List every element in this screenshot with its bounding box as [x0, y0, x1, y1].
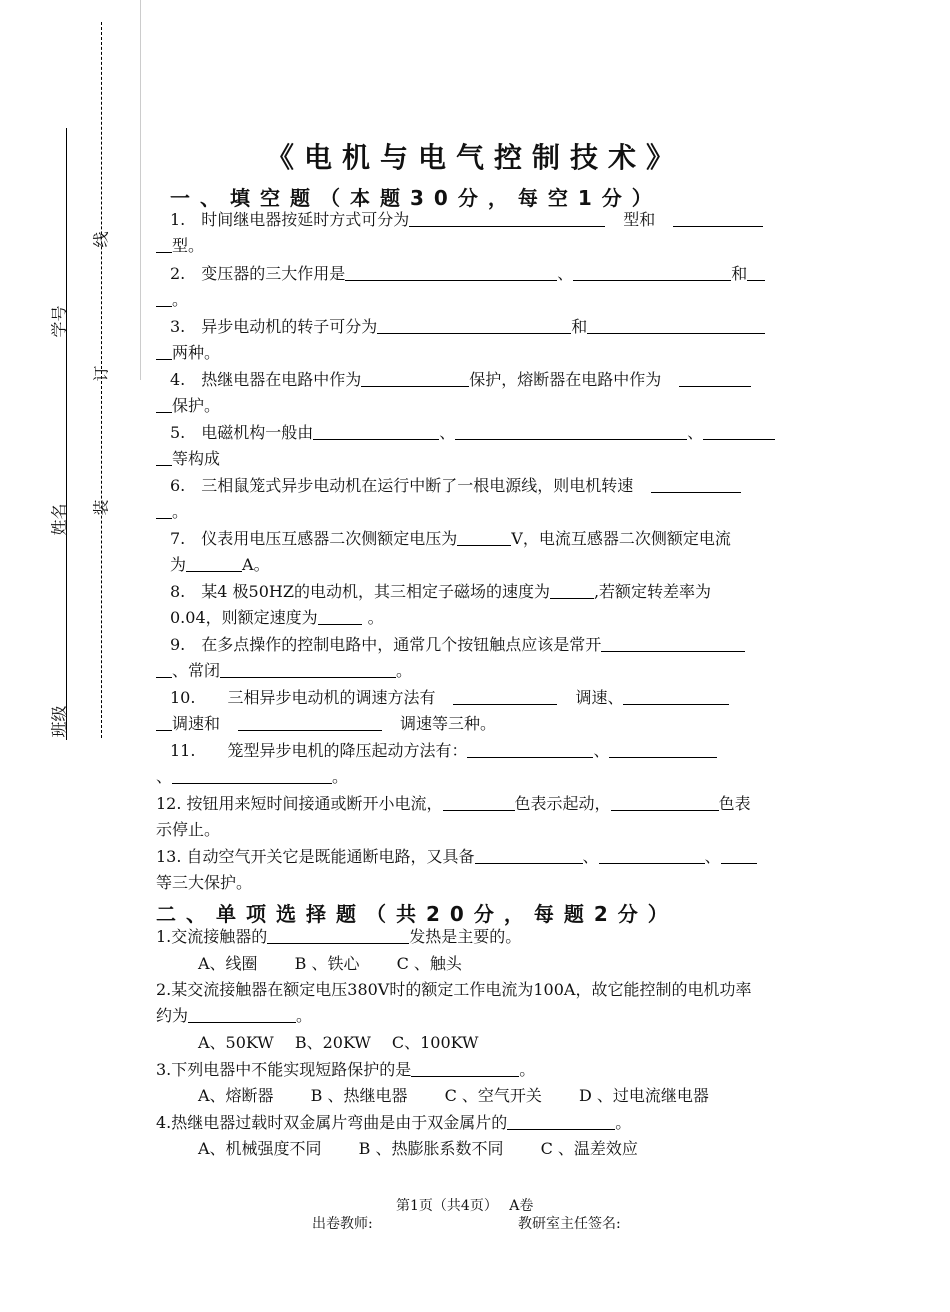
- page-title: 《电机与电气控制技术》: [265, 141, 684, 174]
- q12-blank1[interactable]: [443, 792, 515, 811]
- q7-line1: 7. 仪表用电压互感器二次侧额定电压为 V，电流互感器二次侧额定电流: [170, 529, 731, 548]
- c2-question-cont: 约为 。: [156, 1006, 313, 1025]
- q10-blank3[interactable]: [238, 712, 382, 731]
- q4-blank2[interactable]: [679, 368, 751, 387]
- q8-line1: 8. 某4 极50HZ的电动机，其三相定子磁场的速度为 ,若额定转差率为: [170, 582, 712, 601]
- q13-line1: 13. 自动空气开关它是既能通断电路，又具备 、 、: [156, 845, 801, 869]
- q5-line2: 等构成: [156, 447, 801, 471]
- c2-question: 2.某交流接触器在额定电压380V时的额定工作电流为100A，故它能控制的电机功率: [156, 980, 752, 999]
- c4-blank[interactable]: [507, 1111, 615, 1130]
- c2-blank[interactable]: [188, 1004, 296, 1023]
- margin-class-label: 班级: [49, 705, 69, 738]
- q7-blank2[interactable]: [186, 553, 242, 572]
- q10-line2: 调速和 调速等三种。: [156, 712, 801, 736]
- q3-line2: 两种。: [156, 341, 801, 365]
- q13-blank3[interactable]: [721, 845, 757, 864]
- q8-blank1[interactable]: [550, 580, 594, 599]
- q9-blank2[interactable]: [220, 659, 396, 678]
- q5-blank3-cont[interactable]: [156, 447, 172, 466]
- q3-blank2[interactable]: [587, 315, 765, 334]
- c2-options: A、50KW B、20KW C、100KW: [198, 1033, 479, 1052]
- q7-line2: 为 A。: [170, 555, 270, 574]
- q5-blank1[interactable]: [313, 421, 439, 440]
- q1-line1: 1. 时间继电器按延时方式可分为 型和: [170, 208, 800, 232]
- c3-blank[interactable]: [411, 1058, 519, 1077]
- footer-page-info: 第1页（共4页） A卷: [396, 1198, 534, 1214]
- q3-blank1[interactable]: [377, 315, 571, 334]
- q10-blank2[interactable]: [623, 686, 729, 705]
- c3-options: A、熔断器 B 、热继电器 C 、空气开关 D 、过电流继电器: [198, 1086, 709, 1105]
- q1-blank2[interactable]: [673, 208, 763, 227]
- q8-blank2[interactable]: [318, 606, 362, 625]
- c4-options: A、机械强度不同 B 、热膨胀系数不同 C 、温差效应: [198, 1139, 638, 1158]
- q11-blank2[interactable]: [609, 739, 717, 758]
- q12-line2: 示停止。: [156, 820, 221, 839]
- q11-blank1[interactable]: [467, 739, 593, 758]
- q5-blank2[interactable]: [455, 421, 687, 440]
- q9-line1: 9. 在多点操作的控制电路中，通常几个按钮触点应该是常开: [170, 633, 800, 657]
- margin-bind-xian: 线: [91, 231, 111, 248]
- q11-line1: 11. 笼型异步电机的降压起动方法有： 、: [170, 739, 800, 763]
- margin-bind-zhuang: 装: [91, 499, 111, 516]
- q2-blank3-cont[interactable]: [156, 288, 172, 307]
- q2-blank2[interactable]: [573, 262, 731, 281]
- q6-blank1[interactable]: [651, 474, 741, 493]
- margin-border: [140, 0, 141, 380]
- q4-blank1[interactable]: [361, 368, 469, 387]
- q2-blank1[interactable]: [345, 262, 557, 281]
- q13-blank2[interactable]: [599, 845, 705, 864]
- c3-question: 3.下列电器中不能实现短路保护的是 。: [156, 1060, 536, 1079]
- q4-line2: 保护。: [156, 394, 801, 418]
- c1-blank[interactable]: [267, 925, 409, 944]
- q9-line2: 、常闭 。: [156, 659, 801, 683]
- q10-line1: 10. 三相异步电动机的调速方法有 调速、: [170, 686, 800, 710]
- c1-question: 1.交流接触器的 发热是主要的。: [156, 927, 522, 946]
- c4-question: 4.热继电器过载时双金属片弯曲是由于双金属片的 。: [156, 1113, 632, 1132]
- q12-line1: 12. 按钮用来短时间接通或断开小电流， 色表示起动， 色表: [156, 794, 751, 813]
- q5-blank3[interactable]: [703, 421, 775, 440]
- q13-line2: 等三大保护。: [156, 873, 253, 892]
- q3-line1: 3. 异步电动机的转子可分为 和: [170, 315, 800, 339]
- section1-heading: 一、填空题（本题30分，每空1分）: [170, 186, 662, 210]
- q10-blank2-cont[interactable]: [156, 712, 172, 731]
- q3-blank2-cont[interactable]: [156, 341, 172, 360]
- q11-line2: 、 。: [156, 767, 349, 786]
- q6-blank1-cont[interactable]: [156, 500, 172, 519]
- q8-line2: 0.04，则额定速度为 。: [170, 608, 384, 627]
- q5-line1: 5. 电磁机构一般由 、 、: [170, 421, 800, 445]
- q6-line1: 6. 三相鼠笼式异步电动机在运行中断了一根电源线，则电机转速: [170, 474, 800, 498]
- q1-blank2-cont[interactable]: [156, 234, 172, 253]
- q12-blank2[interactable]: [611, 792, 719, 811]
- footer-director: 教研室主任签名:: [518, 1216, 621, 1232]
- margin-bind-ding: 订: [91, 365, 111, 382]
- q9-blank1[interactable]: [601, 633, 745, 652]
- q11-blank3[interactable]: [172, 765, 332, 784]
- q6-line2: 。: [156, 500, 801, 524]
- q2-line1: 2. 变压器的三大作用是 、 和: [170, 262, 800, 286]
- q2-line2: 。: [156, 288, 801, 312]
- q7-blank1[interactable]: [457, 527, 511, 546]
- q1-line2: 型。: [156, 234, 801, 258]
- class-name-id-rule: [66, 128, 67, 740]
- q1-blank1[interactable]: [409, 208, 605, 227]
- q4-line1: 4. 热继电器在电路中作为 保护，熔断器在电路中作为: [170, 368, 800, 392]
- q13-blank1[interactable]: [475, 845, 583, 864]
- q9-blank1-cont[interactable]: [156, 659, 172, 678]
- margin-id-label: 学号: [49, 305, 69, 338]
- q4-blank2-cont[interactable]: [156, 394, 172, 413]
- section2-heading: 二、单项选择题（共20分，每题2分）: [156, 902, 678, 926]
- footer-teacher: 出卷教师:: [312, 1216, 373, 1232]
- c1-options: A、线圈 B 、铁心 C 、触头: [198, 954, 462, 973]
- margin-name-label: 姓名: [49, 503, 69, 536]
- q10-blank1[interactable]: [453, 686, 557, 705]
- q2-blank3[interactable]: [747, 262, 765, 281]
